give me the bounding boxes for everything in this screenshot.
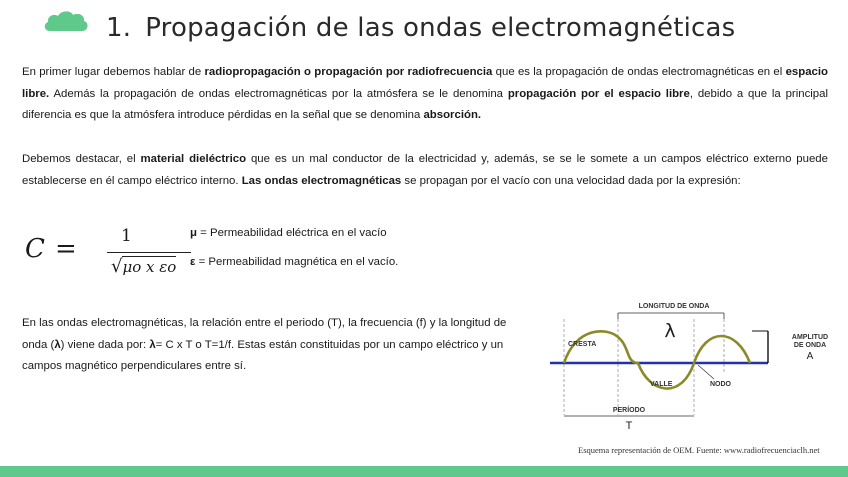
trough-label: VALLE <box>650 381 673 388</box>
text: que es un mal conductor de la electricidad y, además, se se le somete a un campos eléctrico externo puede establecerse en él campo eléctrico interno. <box>22 153 828 187</box>
period-label: PERÍODO <box>612 407 646 414</box>
bold-term: λ <box>54 338 61 351</box>
text: que es la propagación de ondas electromagnéticas en el <box>492 66 786 78</box>
node-label: NODO <box>710 381 731 388</box>
text: , debido a que la principal diferencia es que la atmósfera introduce pérdidas en la señal que se denomina <box>22 87 829 121</box>
cloud-icon <box>42 9 90 35</box>
page-title <box>106 13 735 43</box>
section-number: 1. <box>106 13 132 43</box>
text: = C x T o T=1/f. Estas están constituidas por un campo eléctrico y un campos magnético perpendiculares entre sí. <box>22 338 504 372</box>
crest-label: CRESTA <box>568 341 597 348</box>
bold-term: radiopropagación o propagación por radiofrecuencia <box>204 66 493 78</box>
amplitude-symbol: A <box>806 351 814 362</box>
formula-equals: = <box>55 234 77 264</box>
text: Debemos destacar, el <box>22 153 141 165</box>
diagram-caption: Esquema representación de OEM. Fuente: www.radiofrecuenciaclh.net <box>578 445 820 455</box>
bold-term: propagación por el espacio libre <box>507 87 690 100</box>
fraction-bar <box>107 252 191 253</box>
text: En primer lugar debemos hablar de <box>22 66 205 78</box>
radical-sign: √ <box>111 256 123 277</box>
period-symbol: T <box>625 420 633 432</box>
wavelength-label: LONGITUD DE ONDA <box>638 303 710 310</box>
formula-lhs: C <box>25 234 45 264</box>
bold-term: material dieléctrico <box>140 153 247 165</box>
section-title: Propagación de las ondas electromagnéticas <box>145 13 736 43</box>
bold-term: absorción. <box>423 109 482 121</box>
bold-term: λ <box>149 338 156 351</box>
wave-diagram <box>546 297 836 437</box>
text: se propagan por el vacío con una velocidad dada por la expresión: <box>401 174 741 187</box>
text: Además la propagación de ondas electromagnéticas por la atmósfera se le denomina <box>49 87 508 100</box>
legend-epsilon <box>190 256 398 268</box>
text: ) viene dada por: <box>60 338 150 351</box>
legend-text: = Permeabilidad eléctrica en el vacío <box>196 227 387 239</box>
speed-of-light-formula <box>25 226 185 286</box>
paragraph-dielectric <box>22 149 828 192</box>
paragraph-radiopropagation <box>22 62 828 127</box>
legend-symbol: ε <box>190 256 196 268</box>
formula-numerator: 1 <box>121 226 132 246</box>
legend-text: = Permeabilidad magnética en el vacío. <box>195 256 399 268</box>
legend-symbol: μ <box>190 227 197 239</box>
bold-term: Las ondas electromagnéticas <box>241 174 402 187</box>
amplitude-label: DE ONDA <box>793 342 827 349</box>
bottom-accent-bar <box>0 466 848 477</box>
node-pointer <box>698 365 714 379</box>
text: En las ondas electromagnéticas, la relación entre el periodo (T), la frecuencia (f) y la longitud de onda ( <box>22 317 507 351</box>
lambda-symbol: λ <box>664 320 676 342</box>
amplitude-label: AMPLITUD <box>791 334 829 341</box>
sine-wave <box>564 331 750 388</box>
formula-radicand: μo x εo <box>122 258 177 276</box>
legend-mu <box>190 227 387 239</box>
formula-denominator <box>111 256 176 277</box>
bold-term: espacio libre. <box>22 66 828 100</box>
paragraph-wavelength <box>22 313 522 378</box>
